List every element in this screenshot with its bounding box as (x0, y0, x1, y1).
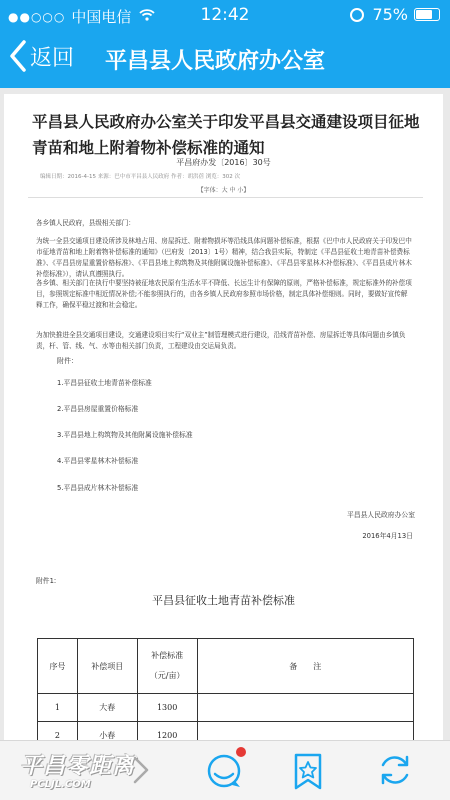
table-title: 平昌县征收土地青苗补偿标准 (152, 594, 295, 607)
comments-button[interactable] (205, 752, 245, 794)
cell-no: 2 (38, 722, 78, 741)
header-standard-line1: 补偿标准 (151, 651, 184, 660)
battery-percent: 75% (372, 5, 408, 24)
document-number: 平昌府办发〔2016〕30号 (176, 158, 271, 167)
attachment-item: 4.平昌县零星林木补偿标准 (57, 457, 139, 465)
table-row (38, 722, 414, 741)
cell-standard: 1300 (137, 694, 197, 722)
back-chevron-icon (8, 39, 28, 73)
paragraph-1: 为统一全县交通项目建设所涉及林地占用、房屋拆迁、附着物损坏等沿线具体问题补偿标准，根据《巴中市人民政府关于印发巴中市征地青苗和地上附着物补偿标准的通知》（巴府发〔2013〕1号）精神，结合我县实际，特制定《平昌县征收土地青苗补偿费标准》、《平昌县房屋重置价格标准》、《平昌县地上构筑物及其他附属设施补偿标准》、《平昌县零星林木补偿标准》、《平昌县成片林木补偿标准》），请认真遵照执行。 (36, 237, 412, 278)
header-remark: 备 注 (197, 639, 413, 694)
divider (28, 197, 423, 198)
header-standard-line2: （元/亩） (149, 671, 185, 680)
back-label: 返回 (30, 45, 75, 71)
attachment-item: 5.平昌县成片林木补偿标准 (57, 484, 139, 492)
paragraph-2: 各乡镇、相关部门在执行中要坚持被征地农民原有生活水平不降低、长远生计有保障的原则，严格补偿标准，规定标准外的补偿项目，参照规定标准中相近情况补偿;不能参照执行的，由各乡镇人民政府参照市场价格，制定具体补偿细则。同时，要做好宣传解释工作，确保平稳过渡和社会稳定。 (36, 279, 412, 309)
nav-bar (0, 30, 450, 88)
attachment-item: 1.平昌县征收土地青苗补偿标准 (57, 379, 152, 387)
page-title: 平昌县人民政府办公室 (105, 49, 326, 74)
signature-org: 平昌县人民政府办公室 (347, 511, 415, 519)
signal-strength-icon: ●●○○○ (8, 9, 66, 24)
attachment-item: 2.平昌县房屋重置价格标准 (57, 405, 139, 413)
salutation: 各乡镇人民政府，县级相关部门： (36, 219, 135, 227)
notification-badge (236, 747, 246, 757)
paragraph-3: 为加快推进全县交通项目建设，交通建设项目实行“双业主”制管理模式进行建设，沿线青苗补偿、房屋拆迁等具体问题由乡镇负责，杆、管、线、气、水等由相关部门负责，工程建设由交运局负责。 (36, 331, 406, 350)
comment-icon (205, 752, 245, 790)
bottom-toolbar (0, 740, 450, 800)
favorite-button[interactable] (293, 753, 323, 795)
cell-no: 1 (38, 694, 78, 722)
signature-date: 2016年4月13日 (362, 532, 413, 540)
compensation-table (37, 638, 414, 740)
webview-content[interactable] (0, 88, 450, 740)
forward-chevron-icon (130, 755, 152, 785)
status-time: 12:42 (200, 5, 250, 25)
header-no: 序号 (38, 639, 78, 694)
refresh-button[interactable] (377, 752, 413, 792)
back-button[interactable] (8, 39, 74, 73)
document-meta: 编辑日期：2016-4-15 来源：巴中市平昌县人民政府 作者：胡洪蓓 浏览：302 次 (40, 174, 240, 180)
document-title: 平昌县人民政府办公室关于印发平昌县交通建设项目征地青苗和地上附着物补偿标准的通知 (32, 113, 420, 157)
appendix-label: 附件1: (36, 577, 57, 585)
carrier-name: 中国电信 (71, 8, 132, 26)
cell-remark (197, 722, 413, 741)
forward-button[interactable] (130, 755, 152, 789)
table-header-row (38, 639, 414, 694)
document-page (4, 94, 443, 740)
status-right (350, 5, 440, 24)
font-size-selector[interactable]: 【字体：大 中 小】 (197, 187, 250, 194)
watermark-logo: 平昌零距离 (20, 754, 136, 779)
attachments-heading: 附件： (57, 357, 78, 365)
refresh-icon (377, 752, 413, 788)
cell-standard: 1200 (137, 722, 197, 741)
cell-item: 小春 (77, 722, 137, 741)
header-standard (137, 639, 197, 694)
battery-icon (414, 8, 440, 21)
watermark-url: PCLJL.COM (30, 779, 91, 790)
cell-item: 大春 (77, 694, 137, 722)
header-item: 补偿项目 (77, 639, 137, 694)
attachment-item: 3.平昌县地上构筑物及其他附属设施补偿标准 (57, 431, 193, 439)
table-row (38, 694, 414, 722)
cell-remark (197, 694, 413, 722)
bookmark-star-icon (293, 753, 323, 791)
status-bar (0, 0, 450, 30)
alarm-icon (350, 8, 364, 22)
